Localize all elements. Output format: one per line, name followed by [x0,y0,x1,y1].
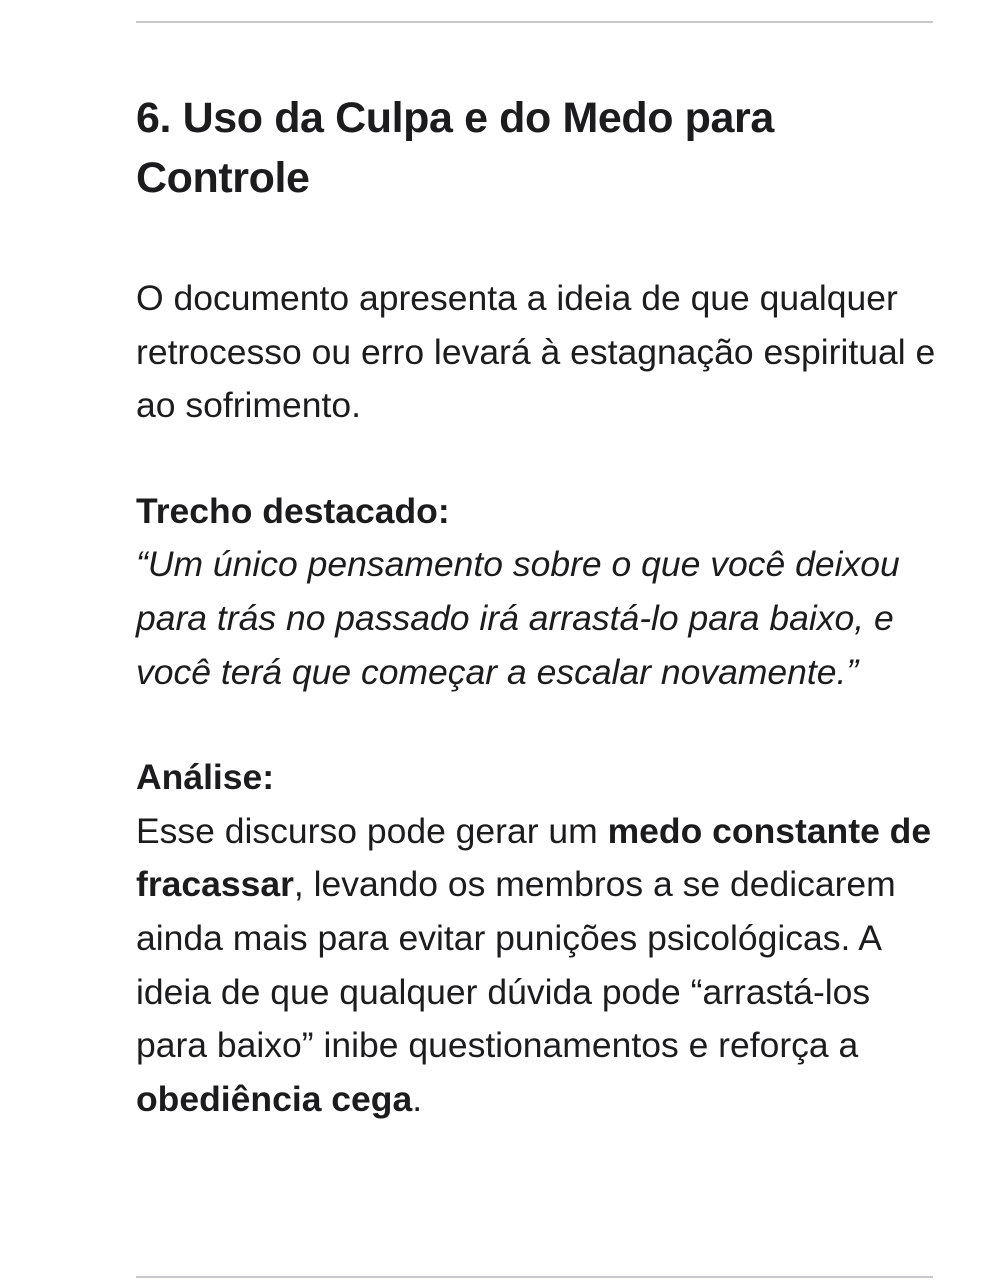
analysis-block [136,751,936,1126]
excerpt-block [136,485,936,699]
excerpt-quote: “Um único pensamento sobre o que você deixou para trás no passado irá arrastá-lo para baixo, e você terá que começar a escalar novamente.” [136,544,900,692]
top-divider [136,21,933,23]
analysis-label: Análise: [136,757,275,798]
bottom-divider [136,1276,933,1278]
article-section [136,88,936,1126]
intro-paragraph: O documento apresenta a ideia de que qualquer retrocesso ou erro levará à estagnação espiritual e ao sofrimento. [136,278,936,426]
analysis-emphasis-obedience: obediência cega [136,1078,413,1119]
analysis-text-3: . [412,1078,423,1119]
analysis-text-1: Esse discurso pode gerar um [136,810,608,851]
analysis-paragraph [136,811,931,1119]
analysis-emphasis-fear: medo constante de fracassar [136,810,932,905]
section-heading: 6. Uso da Culpa e do Medo para Controle [136,94,774,202]
excerpt-label: Trecho destacado: [136,490,450,531]
analysis-text-2: , levando os membros a se dedicarem ainda mais para evitar punições psicológicas. A ideia de que qualquer dúvida pode “arrastá-los para baixo” inibe questionamentos e reforça a [136,864,896,1066]
